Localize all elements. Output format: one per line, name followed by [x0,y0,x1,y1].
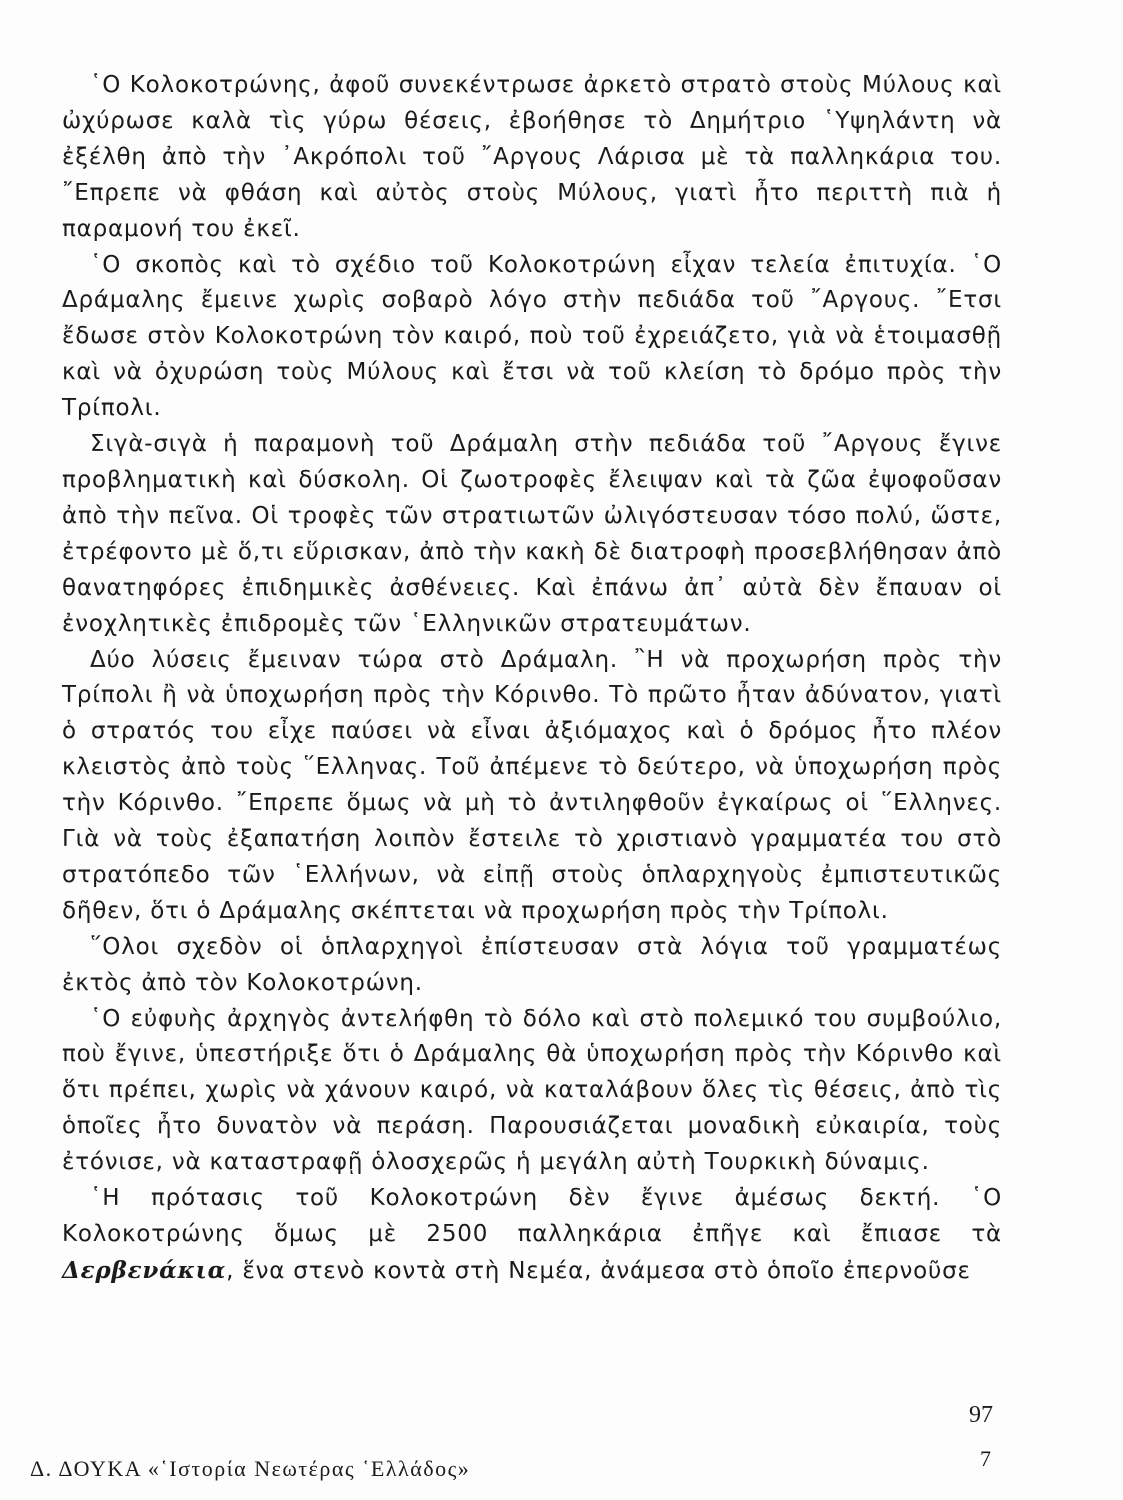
paragraph-4: Δύο λύσεις ἔμειναν τώρα στὸ Δράμαλη. ῍Η νὰ προχωρήση πρὸς τὴν Τρίπολι ἢ νὰ ὑποχωρήση πρὸς τὴν Κόρινθο. Τὸ πρῶτο ἦταν ἀδύνατον, γιατὶ ὁ στρατός του εἶχε παύσει νὰ εἶναι ἀξιόμαχος καὶ ὁ δρόμος ἦτο πλέον κλειστὸς ἀπὸ τοὺς ῞Ελληνας. Τοῦ ἀπέμενε τὸ δεύτερο, νὰ ὑποχωρήση πρὸς τὴν Κόρινθο. ῎Επρεπε ὅμως νὰ μὴ τὸ ἀντιληφθοῦν ἐγκαίρως οἱ ῞Ελληνες. Γιὰ νὰ τοὺς ἐξαπατήση λοιπὸν ἔστειλε τὸ χριστιανὸ γραμματέα του στὸ στρατόπεδο τῶν ῾Ελλήνων, νὰ εἰπῇ στοὺς ὁπλαρχηγοὺς ἐμπιστευτικῶς δῆθεν, ὅτι ὁ Δράμαλης σκέπτεται νὰ προχωρήση πρὸς τὴν Τρίπολι. [62,646,1002,924]
footer-book-title: Δ. ΔΟΥΚΑ «῾Ιστορία Νεωτέρας ῾Ελλάδος» [30,1456,471,1481]
page-number: 97 [969,1402,993,1428]
paragraph-7-text-end: , ἕνα στενὸ κοντὰ στὴ Νεμέα, ἀνάμεσα στὸ ὁποῖο ἐπερνοῦσε [226,1257,971,1284]
signature-mark: 7 [980,1446,991,1471]
paragraph-2: ῾Ο σκοπὸς καὶ τὸ σχέδιο τοῦ Κολοκοτρώνη εἶχαν τελεία ἐπιτυχία. ῾Ο Δράμαλης ἔμεινε χωρὶς σοβαρὸ λόγο στὴν πεδιάδα τοῦ ῎Αργους. ῎Ετσι ἔδωσε στὸν Κολοκοτρώνη τὸν καιρό, ποὺ τοῦ ἐχρειάζετο, γιὰ νὰ ἑτοιμασθῇ καὶ νὰ ὀχυρώση τοὺς Μύλους καὶ ἔτσι νὰ τοῦ κλείση τὸ δρόμο πρὸς τὴν Τρίπολι. [62,251,1002,422]
paragraph-6: ῾Ο εὐφυὴς ἀρχηγὸς ἀντελήφθη τὸ δόλο καὶ στὸ πολεμικό του συμβούλιο, ποὺ ἔγινε, ὑπεστήριξε ὅτι ὁ Δράμαλης θὰ ὑποχωρήση πρὸς τὴν Κόρινθο καὶ ὅτι πρέπει, χωρὶς νὰ χάνουν καιρό, νὰ καταλάβουν ὅλες τὶς θέσεις, ἀπὸ τὶς ὁποῖες ἦτο δυνατὸν νὰ περάση. Παρουσιάζεται μοναδικὴ εὐκαιρία, τοὺς ἐτόνισε, νὰ καταστραφῇ ὁλοσχερῶς ἡ μεγάλη αὐτὴ Τουρκικὴ δύναμις. [62,1005,1002,1176]
paragraph-7-text-start: ῾Η πρότασις τοῦ Κολοκοτρώνη δὲν ἔγινε ἀμέσως δεκτή. ῾Ο Κολοκοτρώνης ὅμως μὲ 2500 παλληκάρια ἐπῆγε καὶ ἔπιασε τὰ [62,1185,1002,1247]
paragraph-3: Σιγὰ-σιγὰ ἡ παραμονὴ τοῦ Δράμαλη στὴν πεδιάδα τοῦ ῎Αργους ἔγινε προβληματικὴ καὶ δύσκολη. Οἱ ζωοτροφὲς ἔλειψαν καὶ τὰ ζῶα ἐψοφοῦσαν ἀπὸ τὴν πεῖνα. Οἱ τροφὲς τῶν στρατιωτῶν ὠλιγόστευσαν τόσο πολύ, ὥστε, ἐτρέφοντο μὲ ὅ,τι εὕρισκαν, ἀπὸ τὴν κακὴ δὲ διατροφὴ προσεβλήθησαν ἀπὸ θανατηφόρες ἐπιδημικὲς ἀσθένειες. Καὶ ἐπάνω ἀπ᾿ αὐτὰ δὲν ἔπαυαν οἱ ἐνοχλητικὲς ἐπιδρομὲς τῶν ῾Ελληνικῶν στρατευμάτων. [62,431,1002,637]
emphasized-place-name: Δερβενάκια [62,1256,227,1284]
body-text [62,68,1002,1290]
paragraph-5: ῞Ολοι σχεδὸν οἱ ὁπλαρχηγοὶ ἐπίστευσαν στὰ λόγια τοῦ γραμματέως ἐκτὸς ἀπὸ τὸν Κολοκοτρώνη. [62,933,1002,996]
paragraph-1: ῾Ο Κολοκοτρώνης, ἀφοῦ συνεκέντρωσε ἀρκετὸ στρατὸ στοὺς Μύλους καὶ ὠχύρωσε καλὰ τὶς γύρω θέσεις, ἐβοήθησε τὸ Δημήτριο ῾Υψηλάντη νὰ ἐξέλθη ἀπὸ τὴν ᾿Ακρόπολι τοῦ ῎Αργους Λάρισα μὲ τὰ παλληκάρια του. ῎Επρεπε νὰ φθάση καὶ αὐτὸς στοὺς Μύλους, γιατὶ ἦτο περιττὴ πιὰ ἡ παραμονή του ἐκεῖ. [62,72,1002,242]
paragraph-7 [62,1181,1002,1290]
